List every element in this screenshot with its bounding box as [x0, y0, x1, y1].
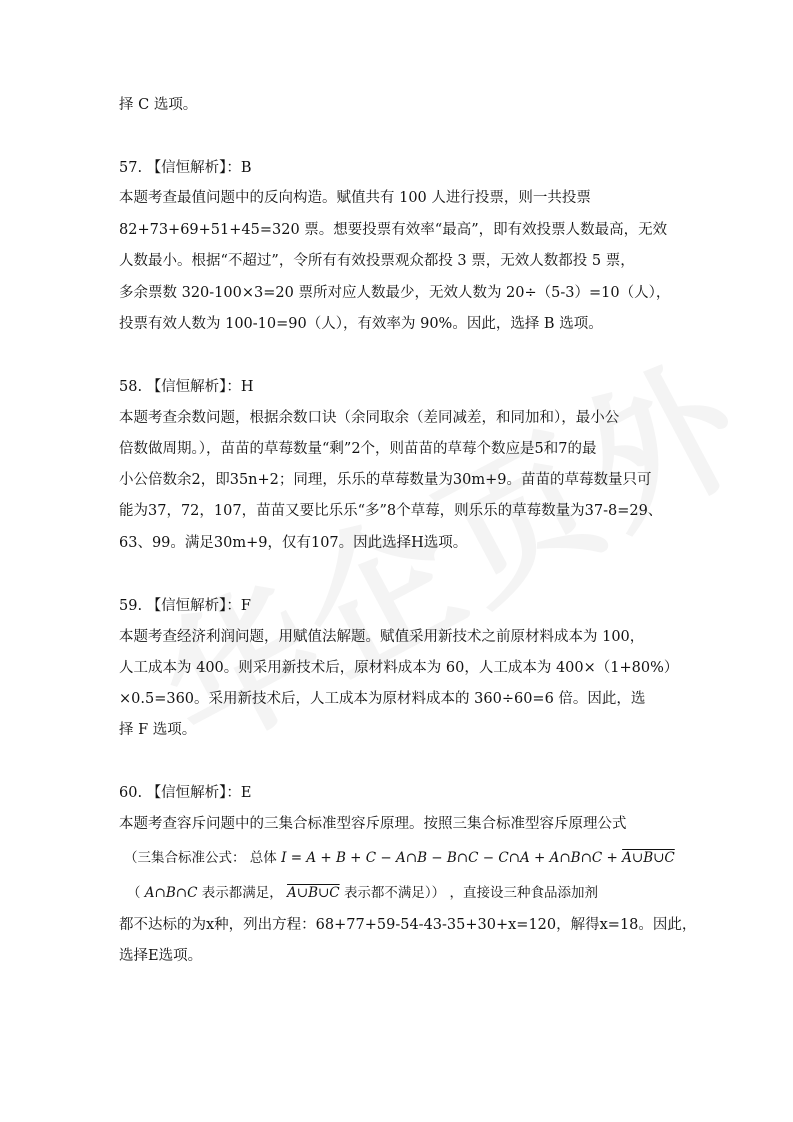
q59-heading: 59. 【信恒解析】：F	[119, 598, 251, 614]
text-line: 小公倍数余2，即35n+2；同理，乐乐的草莓数量为30m+9。苗苗的草莓数量只可	[119, 472, 652, 488]
paren-open: （	[127, 885, 141, 901]
formula-line	[124, 847, 675, 869]
text-line: 63、99。满足30m+9，仅有107。因此选择H选项。	[119, 535, 468, 551]
text-line: 本题考查最值问题中的反向构造。赋值共有 100 人进行投票，则一共投票	[119, 190, 591, 206]
text-line: 能为37，72，107，苗苗又要比乐乐“多”8个草莓，则乐乐的草莓数量为37-8=29、	[119, 503, 663, 519]
watermark-text	[136, 331, 776, 781]
text-line: 投票有效人数为 100-10=90（人），有效率为 90%。因此，选择 B 选项。	[119, 316, 603, 332]
intersection-meaning: 表示都满足，	[201, 885, 283, 901]
q60-heading: 60. 【信恒解析】：E	[119, 785, 252, 801]
text-line: 本题考查余数问题，根据余数口诀（余同取余（差同减差，和同加和），最小公	[119, 410, 620, 426]
formula-complement: A∪B∪C	[622, 850, 675, 866]
intersection-symbol: A∩B∩C	[144, 885, 198, 901]
formula-lead: （三集合标准公式：	[124, 850, 246, 866]
complement-symbol: A∪B∪C	[287, 885, 340, 901]
legend-rest: 表示都不满足）） ，直接设三种食品添加剂	[343, 885, 598, 901]
text-line: 选择E选项。	[119, 948, 203, 964]
text-line: 本题考查经济利润问题，用赋值法解题。赋值采用新技术之前原材料成本为 100，	[119, 629, 645, 645]
text-line: 都不达标的为x种，列出方程：68+77+59-54-43-35+30+x=120，解得x=18。因此，	[119, 917, 697, 933]
text-line: 人工成本为 400。则采用新技术后，原材料成本为 60，人工成本为 400×（1+80%）	[119, 660, 679, 676]
formula-expression: I = A + B + C − A∩B − B∩C − C∩A + A∩B∩C +	[281, 850, 623, 866]
q57-heading: 57. 【信恒解析】：B	[119, 160, 252, 176]
text-line: 本题考查容斥问题中的三集合标准型容斥原理。按照三集合标准型容斥原理公式	[119, 816, 627, 832]
formula-total-label: 总体	[249, 850, 277, 866]
text-line: 82+73+69+51+45=320 票。想要投票有效率“最高”，即有效投票人数最高，无效	[119, 222, 668, 238]
q58-heading: 58. 【信恒解析】：H	[119, 379, 254, 395]
text-line: 人数最小。根据“不超过”，令所有有效投票观众都投 3 票，无效人数都投 5 票，	[119, 253, 635, 269]
text-line: 倍数做周期。），苗苗的草莓数量“剩”2个，则苗苗的草莓个数应是5和7的最	[119, 441, 597, 457]
text-line: 择 C 选项。	[119, 97, 198, 113]
formula-legend-line	[127, 882, 598, 904]
text-line: ×0.5=360。采用新技术后，人工成本为原材料成本的 360÷60=6 倍。因此，选	[119, 691, 646, 707]
text-line: 择 F 选项。	[119, 722, 197, 738]
text-line: 多余票数 320-100×3=20 票所对应人数最少，无效人数为 20÷（5-3）=10（人），	[119, 285, 671, 301]
